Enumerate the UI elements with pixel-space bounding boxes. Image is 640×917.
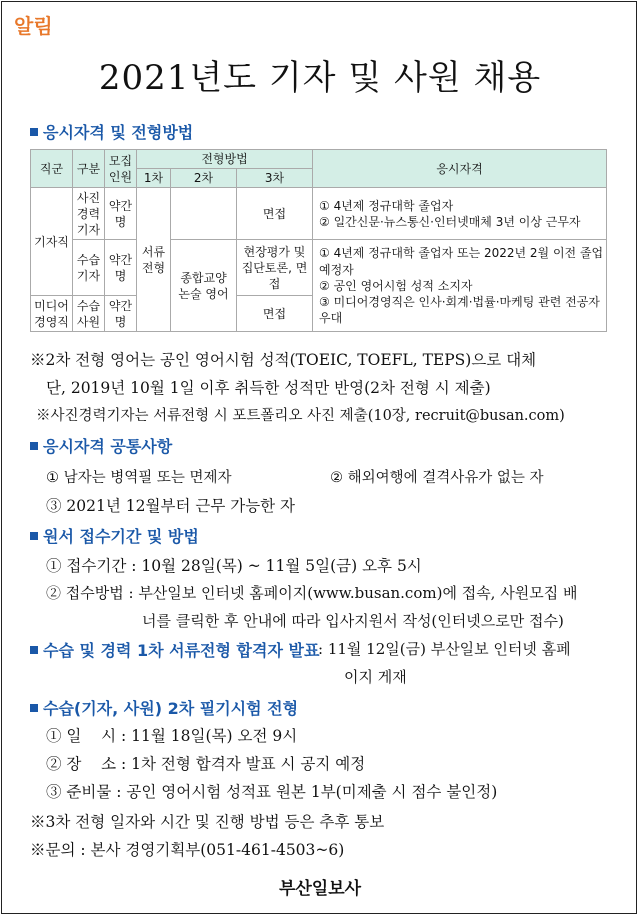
header-count: 모집 인원 [105, 150, 137, 188]
exam-place: ② 장 소 : 1차 전형 합격자 발표 시 공지 예정 [46, 755, 366, 773]
section-heading-qualification: 응시자격 및 전형방법 [30, 120, 193, 143]
section-heading-common: 응시자격 공통사항 [30, 434, 172, 457]
header-round-3: 3차 [237, 169, 313, 188]
header-type: 구분 [73, 150, 105, 188]
header-qualification: 응시자격 [313, 150, 607, 188]
publisher-name: 부산일보사 [278, 879, 362, 899]
note-schedule: ※3차 전형 일자와 시간 및 진행 방법 등은 추후 통보 [30, 813, 385, 831]
notice-label: 알림 [14, 14, 53, 38]
cell-type-photo: 사진 경력 기자 [73, 188, 105, 240]
exam-date: ① 일 시 : 11월 18일(목) 오전 9시 [46, 727, 298, 745]
common-item-2: ② 해외여행에 결격사유가 없는 자 [330, 470, 544, 486]
apply-method: ② 접수방법 : 부산일보 인터넷 홈페이지(www.busan.com)에 접속, 사원모집 배 [46, 584, 578, 602]
cell-qualification-2: ① 4년제 정규대학 졸업자 또는 2022년 2월 이전 졸업예정자 ② 공인 영어시험 성적 소지자 ③ 미디어경영직은 인사·회계·법률·마케팅 관련 전공자 우대 [313, 240, 607, 332]
note-portfolio: ※사진경력기자는 서류전형 시 포트폴리오 사진 제출(10장, recruit@busan.com) [36, 408, 565, 424]
square-bullet-icon [30, 128, 38, 136]
common-item-1: ① 남자는 병역필 또는 면제자 [46, 470, 232, 486]
header-round-2: 2차 [171, 169, 237, 188]
cell-job-reporter: 기자직 [31, 188, 73, 296]
common-item-3: ③ 2021년 12월부터 근무 가능한 자 [46, 497, 296, 515]
exam-materials: ③ 준비물 : 공인 영어시험 성적표 원본 1부(미제출 시 점수 불인정) [46, 783, 498, 801]
cell-type-trainee-staff: 수습 사원 [73, 296, 105, 332]
square-bullet-icon [30, 704, 38, 712]
cell-job-media: 미디어 경영직 [31, 296, 73, 332]
apply-method-cont: 너를 클릭한 후 안내에 따라 입사지원서 작성(인터넷으로만 접수) [142, 612, 564, 630]
cell-type-trainee-reporter: 수습 기자 [73, 240, 105, 296]
cell-round-3-field: 현장평가 및 집단토론, 면접 [237, 240, 313, 296]
cell-count: 약간 명 [105, 296, 137, 332]
cell-count: 약간 명 [105, 188, 137, 240]
cell-qualification-1: ① 4년제 정규대학 졸업자 ② 일간신문·뉴스통신·인터넷매체 3년 이상 근무자 [313, 188, 607, 240]
note-english-cont: 단, 2019년 10월 1일 이후 취득한 성적만 반영(2차 전형 시 제출) [46, 379, 491, 397]
header-job: 직군 [31, 150, 73, 188]
cell-count: 약간 명 [105, 240, 137, 296]
cell-round-3-interview: 면접 [237, 188, 313, 240]
note-contact: ※문의 : 본사 경영기획부(051-461-4503~6) [30, 841, 345, 859]
note-english: ※2차 전형 영어는 공인 영어시험 성적(TOEIC, TOEFL, TEPS)으로 대체 [30, 351, 537, 369]
announcement-text-cont: 이지 게재 [344, 668, 407, 686]
section-heading-announcement: 수습 및 경력 1차 서류전형 합격자 발표 [30, 638, 319, 661]
section-heading-exam: 수습(기자, 사원) 2차 필기시험 전형 [30, 696, 298, 719]
cell-round-3-interview: 면접 [237, 296, 313, 332]
header-round-1: 1차 [137, 169, 171, 188]
announcement-text: : 11월 12일(금) 부산일보 인터넷 홈페 [318, 640, 571, 658]
header-method: 전형방법 [137, 150, 313, 169]
cell-round-2: 종합교양 논술 영어 [171, 240, 237, 332]
page-title: 2021년도 기자 및 사원 채용 [98, 58, 542, 98]
recruitment-table [30, 149, 607, 332]
section-heading-application: 원서 접수기간 및 방법 [30, 524, 199, 547]
square-bullet-icon [30, 646, 38, 654]
apply-period: ① 접수기간 : 10월 28일(목) ~ 11월 5일(금) 오후 5시 [46, 557, 422, 575]
square-bullet-icon [30, 442, 38, 450]
cell-round-1: 서류 전형 [137, 188, 171, 332]
cell-round-2-empty [171, 188, 237, 240]
square-bullet-icon [30, 532, 38, 540]
